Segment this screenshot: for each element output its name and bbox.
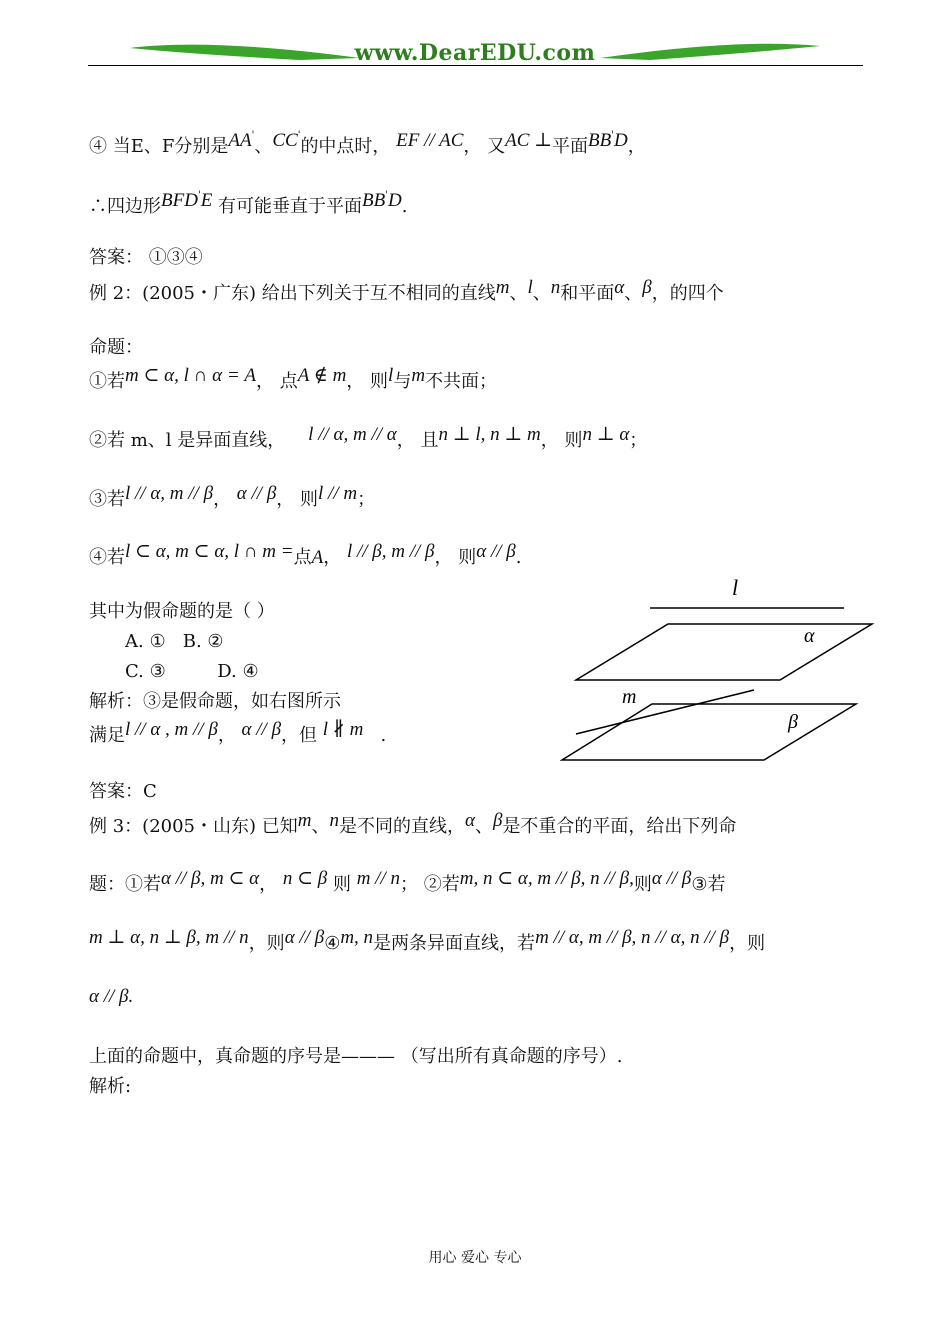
choice-c: C. ③ — [125, 661, 166, 682]
label-m: m — [622, 686, 637, 708]
header-logo-text: www.DearEDU.com — [354, 40, 596, 66]
plane-beta — [562, 704, 856, 760]
line-m — [576, 690, 754, 734]
example-3-question: 上面的命题中，真命题的序号是——— （写出所有真命题的序号）. — [89, 1046, 623, 1067]
plane-alpha — [576, 624, 872, 680]
text-line-1: ④ 当E、F分别是AA'、CC'的中点时， EF // AC， 又AC ⊥平面BB'D， — [89, 130, 646, 157]
page-footer: 用心 爱心 专心 — [428, 1250, 522, 1266]
example-3-line-3: m ⊥ α, n ⊥ β, m // n，则α // β④m, n是两条异面直线，若m // α, m // β, n // α, n // β，则 — [89, 927, 766, 954]
example-3-line-4: α // β. — [89, 986, 134, 1007]
analysis-line-2: 满足l // α , m // β， α // β，但 l ∦ m . — [89, 719, 387, 746]
analysis-label: 解析: — [89, 1076, 132, 1097]
proposition-2: ②若 m、l 是异面直线， l // α, m // α， 且n ⊥ l, n ⊥ m， 则n ⊥ α； — [89, 424, 648, 451]
proposition-4: ④若l ⊂ α, m ⊂ α, l ∩ m =点A， l // β, m // β， 则α // β. — [89, 541, 522, 568]
choices-row-1 — [125, 630, 224, 654]
question-prompt: 其中为假命题的是（ ） — [89, 601, 275, 622]
label-beta: β — [788, 711, 798, 733]
example-3-line-2: 题：①若α // β, m ⊂ α， n ⊂ β 则 m // n； ②若m, n ⊂ α, m // β, n // β,则α // β③若 — [89, 868, 726, 895]
propositions-label: 命题： — [89, 337, 143, 358]
analysis-line-1: 解析：③是假命题，如右图所示 — [89, 691, 341, 712]
label-l: l — [732, 575, 739, 600]
example-3-heading: 例 3：(2005・山东) 已知m、n是不同的直线，α、β是不重合的平面，给出下列命 — [89, 810, 737, 837]
text-line-2: ∴四边形BFD'E 有可能垂直于平面BB'D. — [89, 190, 408, 217]
choice-a: A. ① — [125, 631, 166, 652]
parallel-planes-figure — [560, 570, 880, 770]
choice-d: D. ④ — [217, 661, 259, 682]
choices-row-2 — [125, 660, 259, 684]
choice-b: B. ② — [182, 631, 224, 652]
answer-line-1: 答案： ①③④ — [89, 247, 203, 268]
header-divider — [88, 65, 863, 66]
label-alpha: α — [804, 625, 815, 647]
example-2-heading: 例 2：(2005・广东) 给出下列关于互不相同的直线m、l、n和平面α、β，的四个 — [89, 277, 724, 304]
answer-line-2: 答案：C — [89, 781, 157, 802]
proposition-1: ①若m ⊂ α, l ∩ α = A， 点A ∉ m， 则l与m不共面； — [89, 365, 498, 392]
proposition-3: ③若l // α, m // β， α // β， 则l // m； — [89, 483, 376, 510]
